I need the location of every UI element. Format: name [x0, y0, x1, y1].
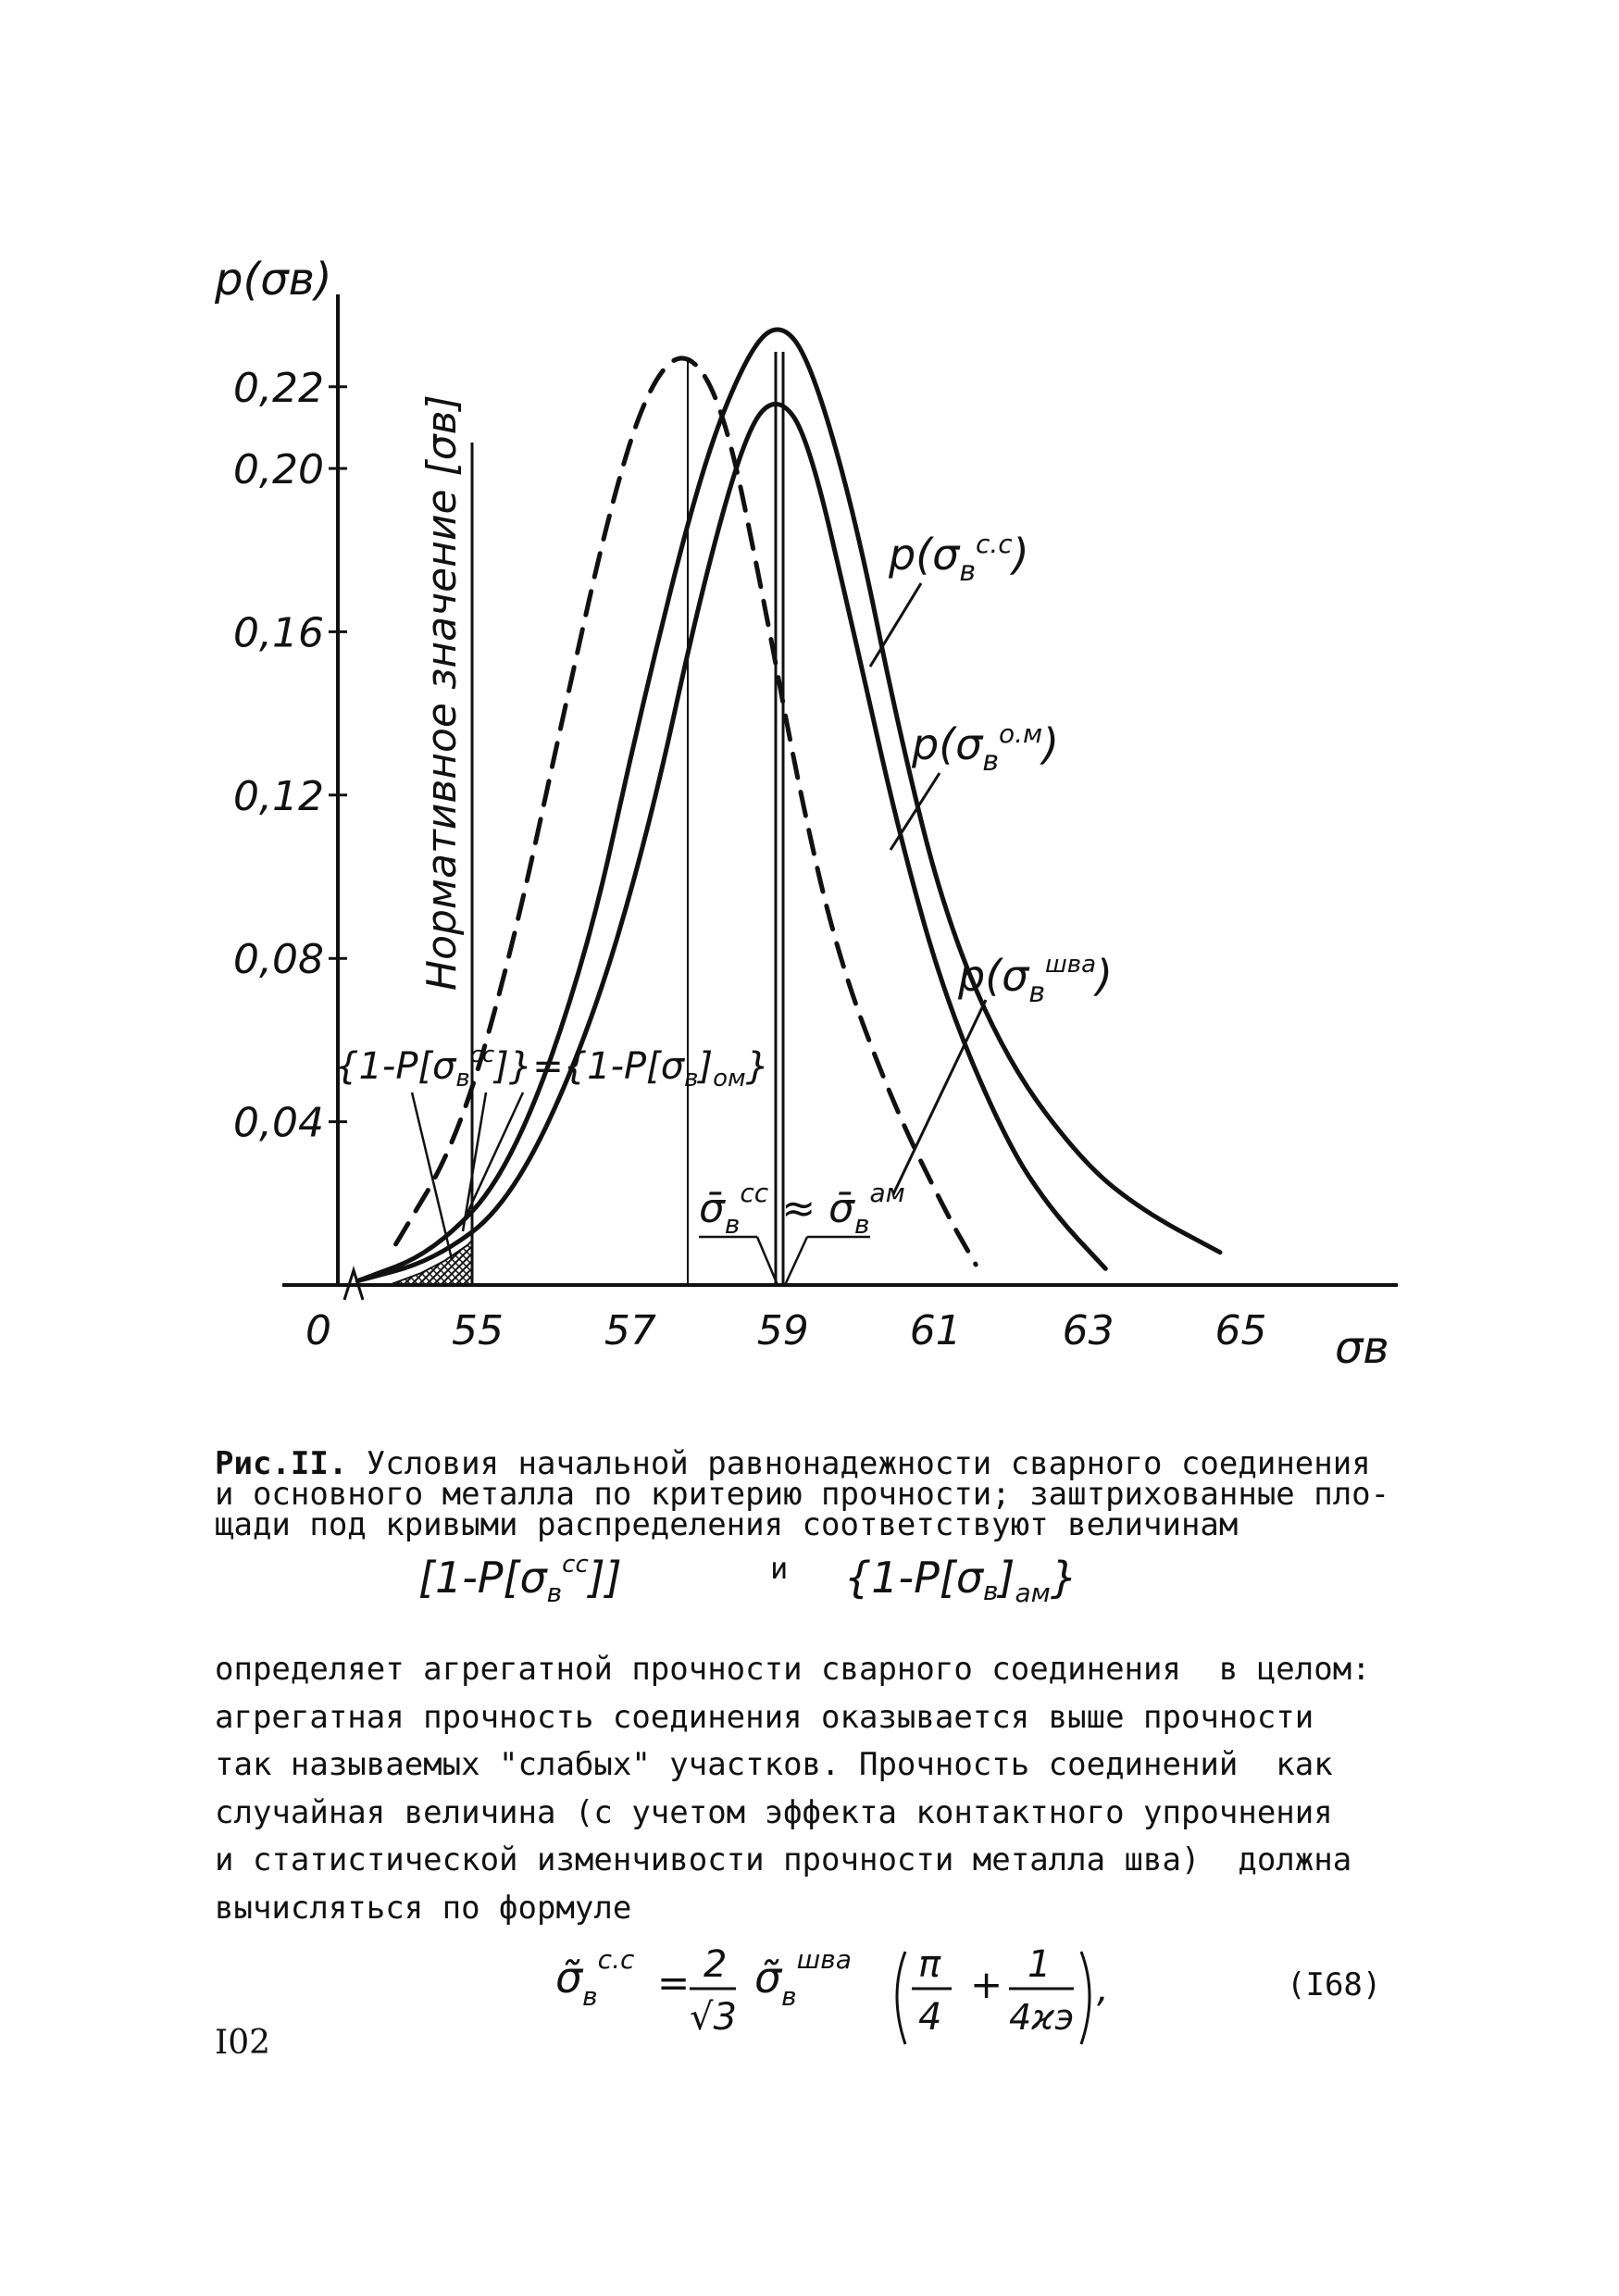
curve-shva	[396, 358, 977, 1265]
eqn-comma: ,	[1097, 1968, 1109, 2011]
eqn-lhs: $\sigmã_в^{с.с}$	[555, 1944, 635, 2012]
y-tick-label: 0,22	[233, 364, 324, 412]
page-number: I02	[215, 2024, 271, 2062]
y-tick-label: 0,08	[233, 936, 324, 984]
caption-formula-right: $\{1-P[\sigma в]_{ам}\}$	[844, 1553, 1078, 1608]
x-tick-label: 57	[604, 1307, 656, 1354]
bracket-leader-1	[412, 1092, 452, 1259]
eqn-paren-left	[897, 1952, 905, 2044]
eqn-mid: $\sigmã_в^{шва}$	[754, 1944, 852, 2012]
mean-annotation-tick-right	[785, 1237, 807, 1285]
x-tick-label: 61	[909, 1307, 962, 1354]
y-tick-label: 0,04	[233, 1099, 324, 1147]
y-tick-label: 0,20	[233, 446, 324, 493]
caption-formulas	[215, 1541, 1418, 1616]
eqn-frac2-den: 4	[918, 1996, 942, 2039]
label-shva-leader	[893, 1000, 986, 1194]
eqn-frac3-den: 4ϰэ	[1009, 1997, 1075, 2038]
eqn-frac1-num: 2	[704, 1943, 728, 1986]
x-tick-label: 59	[756, 1307, 809, 1354]
y-axis-title: p(σв)	[215, 254, 332, 306]
caption-line-1: Условия начальной равнонадежности сварного соединения	[347, 1445, 1371, 1482]
eqn-paren-right	[1081, 1952, 1090, 2044]
x-tick-label: 63	[1062, 1307, 1115, 1354]
x-axis-title: σв	[1335, 1322, 1389, 1374]
body-line-5: и статистической изменчивости прочности металла шва) должна	[215, 1841, 1352, 1878]
normative-value-label: Нормативное значение [σв]	[418, 394, 466, 991]
caption-line-3: щади под кривыми распределения соответствуют величинам	[215, 1506, 1239, 1543]
x-tick-label: 65	[1214, 1307, 1267, 1354]
x-tick-group	[305, 1307, 1267, 1354]
figure-number: Рис.II.	[215, 1445, 348, 1482]
equation-number: (I68)	[1287, 1966, 1382, 2003]
caption-line-2: и основного металла по критерию прочности; заштрихованные пло-	[215, 1476, 1390, 1513]
caption-formula-left: $[1-P[\sigma_в^{сс}]]$	[418, 1551, 622, 1608]
body-text	[215, 1646, 1427, 1932]
body-line-4: случайная величина (с учетом эффекта контактного упрочнения	[215, 1793, 1333, 1831]
curve-group	[357, 330, 1220, 1281]
bracket-label: $\{1-P[\sigma_в^{сс}]\}=\{1-P[\sigma_в]_{ом}\}$	[335, 1042, 770, 1092]
equation-168	[555, 1935, 1389, 2055]
eqn-frac3-num: 1	[1027, 1943, 1052, 1986]
body-line-6: вычисляться по формуле	[215, 1889, 632, 1927]
curve-cc	[357, 330, 1220, 1281]
y-tick-label: 0,12	[233, 772, 324, 820]
body-line-3: так называемых "слабых" участков. Прочность соединений как	[215, 1746, 1333, 1783]
x-tick-label: 55	[452, 1307, 504, 1354]
eqn-equals: =	[657, 1960, 691, 2005]
x-tick-label: 0	[305, 1307, 331, 1354]
eqn-plus: +	[970, 1962, 1003, 2007]
eqn-frac1-den: √3	[690, 1996, 737, 2039]
body-line-2: агрегатная прочность соединения оказывается выше прочности	[215, 1698, 1314, 1736]
figure-caption	[215, 1445, 1418, 1543]
mean-annotation: $\sigmā_в^{сс}$ ≈ $\sigmā_в^{ам}$	[699, 1178, 905, 1240]
y-tick-group	[233, 365, 347, 1147]
label-shva: $p(\sigma_в^{шва})$	[958, 951, 1113, 1009]
label-om-leader	[890, 773, 940, 850]
eqn-frac2-num: π	[918, 1943, 941, 1986]
caption-formula-and: и	[770, 1551, 789, 1586]
label-om: $p(\sigma_в^{о.м})$	[912, 718, 1060, 778]
label-cc: $p(\sigma_в^{с.с})$	[889, 529, 1029, 588]
y-tick-label: 0,16	[233, 609, 324, 657]
body-line-1: определяет агрегатной прочности сварного соединения в целом:	[215, 1651, 1371, 1688]
